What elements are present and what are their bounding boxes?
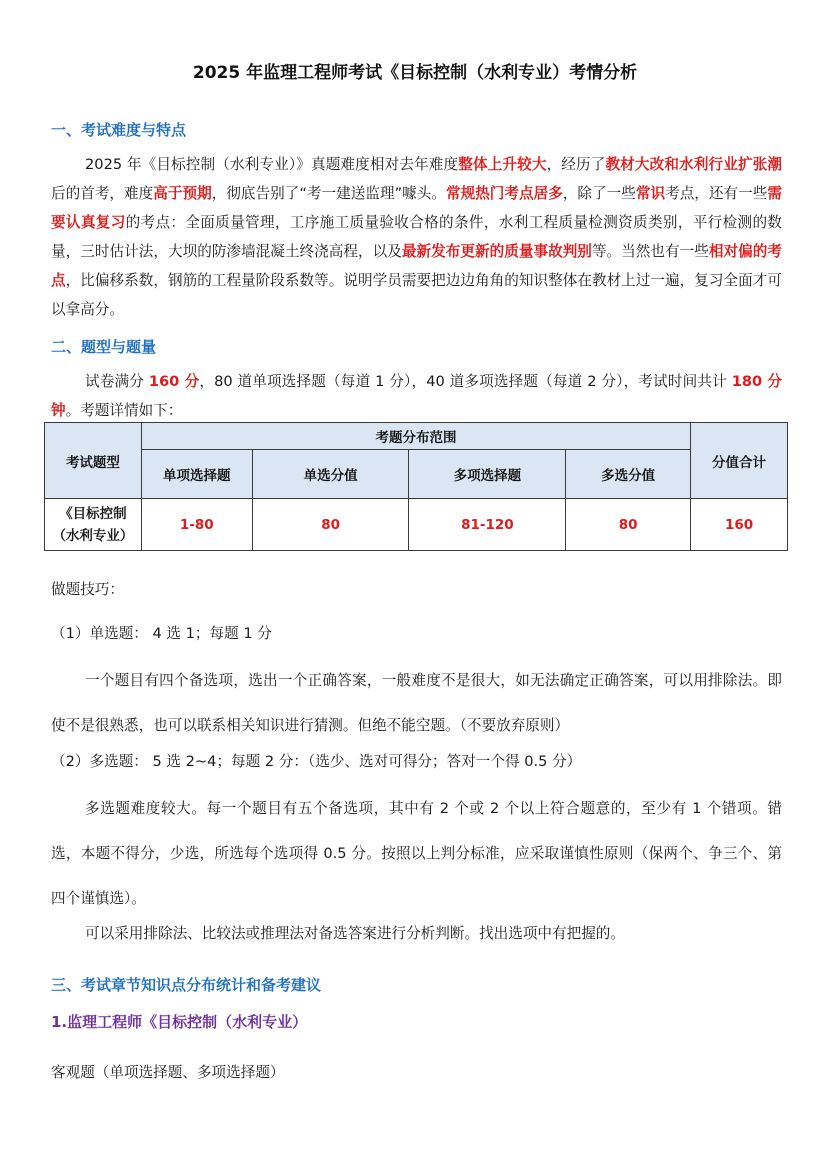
section-heading-chapters: 三、考试章节知识点分布统计和备考建议 [51,976,322,994]
text-run: 的考点：全面质量管理，工序施工质量验收合格的条件，水利工程质量检测资质类别，平行检测的数量，三时估计法，大坝的防渗墙混凝土终浇高程，以及 [51,214,782,260]
header-type: 考试题型 [45,423,142,499]
highlight: 160 分 [148,373,200,390]
highlight: 常规热门考点居多 [445,185,563,202]
header-group: 考题分布范围 [141,423,690,450]
page-title: 2025 年监理工程师考试《目标控制（水利专业）考情分析 [192,63,638,83]
question-types-paragraph [51,367,782,425]
text-run: ，经历了 [546,156,606,173]
single-choice-title: （1）单选题： 4 选 1；每题 1 分 [51,625,272,642]
row-subject [45,499,142,551]
single-choice-desc: 一个题目有四个备选项，选出一个正确答案，一般难度不是很大，如无法确定正确答案，可以用排除法。即使不是很熟悉，也可以联系相关知识进行猜测。但绝不能空题。（不要放弃原则） [51,672,782,734]
row-subject-line2: （水利专业） [52,527,134,544]
highlight: 最新发布更新的质量事故判别 [401,243,592,260]
multi-choice-title: （2）多选题： 5 选 2~4；每题 2 分：（选少、选对可得分；答对一个得 0.5 分） [51,753,582,770]
difficulty-paragraph [51,150,782,324]
exam-structure-table [44,422,788,551]
cell-single-score: 80 [252,499,409,551]
row-subject-line1: 《目标控制 [59,505,127,522]
text-run: ，除了一些 [562,185,636,202]
text-run: 2025 年《目标控制（水利专业）》真题难度相对去年难度 [85,156,459,173]
table-header-row [45,423,788,450]
subsection-heading: 1.监理工程师《目标控制（水利专业） [51,1013,308,1031]
cell-multi: 81-120 [409,499,566,551]
cell-total: 160 [691,499,788,551]
tips-label: 做题技巧： [51,581,124,598]
cell-single: 1-80 [141,499,252,551]
table-subheader-row [45,450,788,499]
text-run: 等。当然也有一些 [591,243,709,260]
table-row [45,499,788,551]
header-multi: 多项选择题 [409,450,566,499]
text-run: ，比偏移系数，钢筋的工程量阶段系数等。说明学员需要把边边角角的知识整体在教材上过一遍，复习全面才可以拿高分。 [51,272,782,318]
text-run: 考点，还有一些 [665,185,768,202]
text-run: ，彻底告别了“考一建送监理”噱头。 [211,185,446,202]
objective-label: 客观题（单项选择题、多项选择题） [51,1064,285,1081]
header-single: 单项选择题 [141,450,252,499]
header-total: 分值合计 [691,423,788,499]
header-single-score: 单选分值 [252,450,409,499]
highlight: 相对偏的考点 [51,243,782,289]
highlight: 常识 [635,185,666,202]
header-multi-score: 多选分值 [566,450,691,499]
section-heading-difficulty: 一、考试难度与特点 [51,121,187,139]
highlight: 高于预期 [153,185,212,202]
method-note: 可以采用排除法、比较法或推理法对备选答案进行分析判断。找出选项中有把握的。 [85,925,625,942]
highlight: 180 分钟 [51,373,783,419]
text-run: ，80 道单项选择题（每道 1 分），40 道多项选择题（每道 2 分），考试时间共计 [199,373,732,390]
highlight: 教材大改和水利行业扩张潮 [605,156,782,173]
text-run: 后的首考，难度 [51,185,154,202]
multi-choice-desc: 多选题难度较大。每一个题目有五个备选项，其中有 2 个或 2 个以上符合题意的，至少有 1 个错项。错选，本题不得分，少选，所选每个选项得 0.5 分。按照以上判分标准，应采取谨慎性原则（保两个、争三个、第四个谨慎选）。 [51,800,782,907]
highlight: 整体上升较大 [458,156,547,173]
cell-multi-score: 80 [566,499,691,551]
section-heading-question-types: 二、题型与题量 [51,338,157,356]
highlight: 需要认真复习 [51,185,782,231]
text-run: 。考题详情如下： [65,402,183,419]
text-run: 试卷满分 [85,373,149,390]
